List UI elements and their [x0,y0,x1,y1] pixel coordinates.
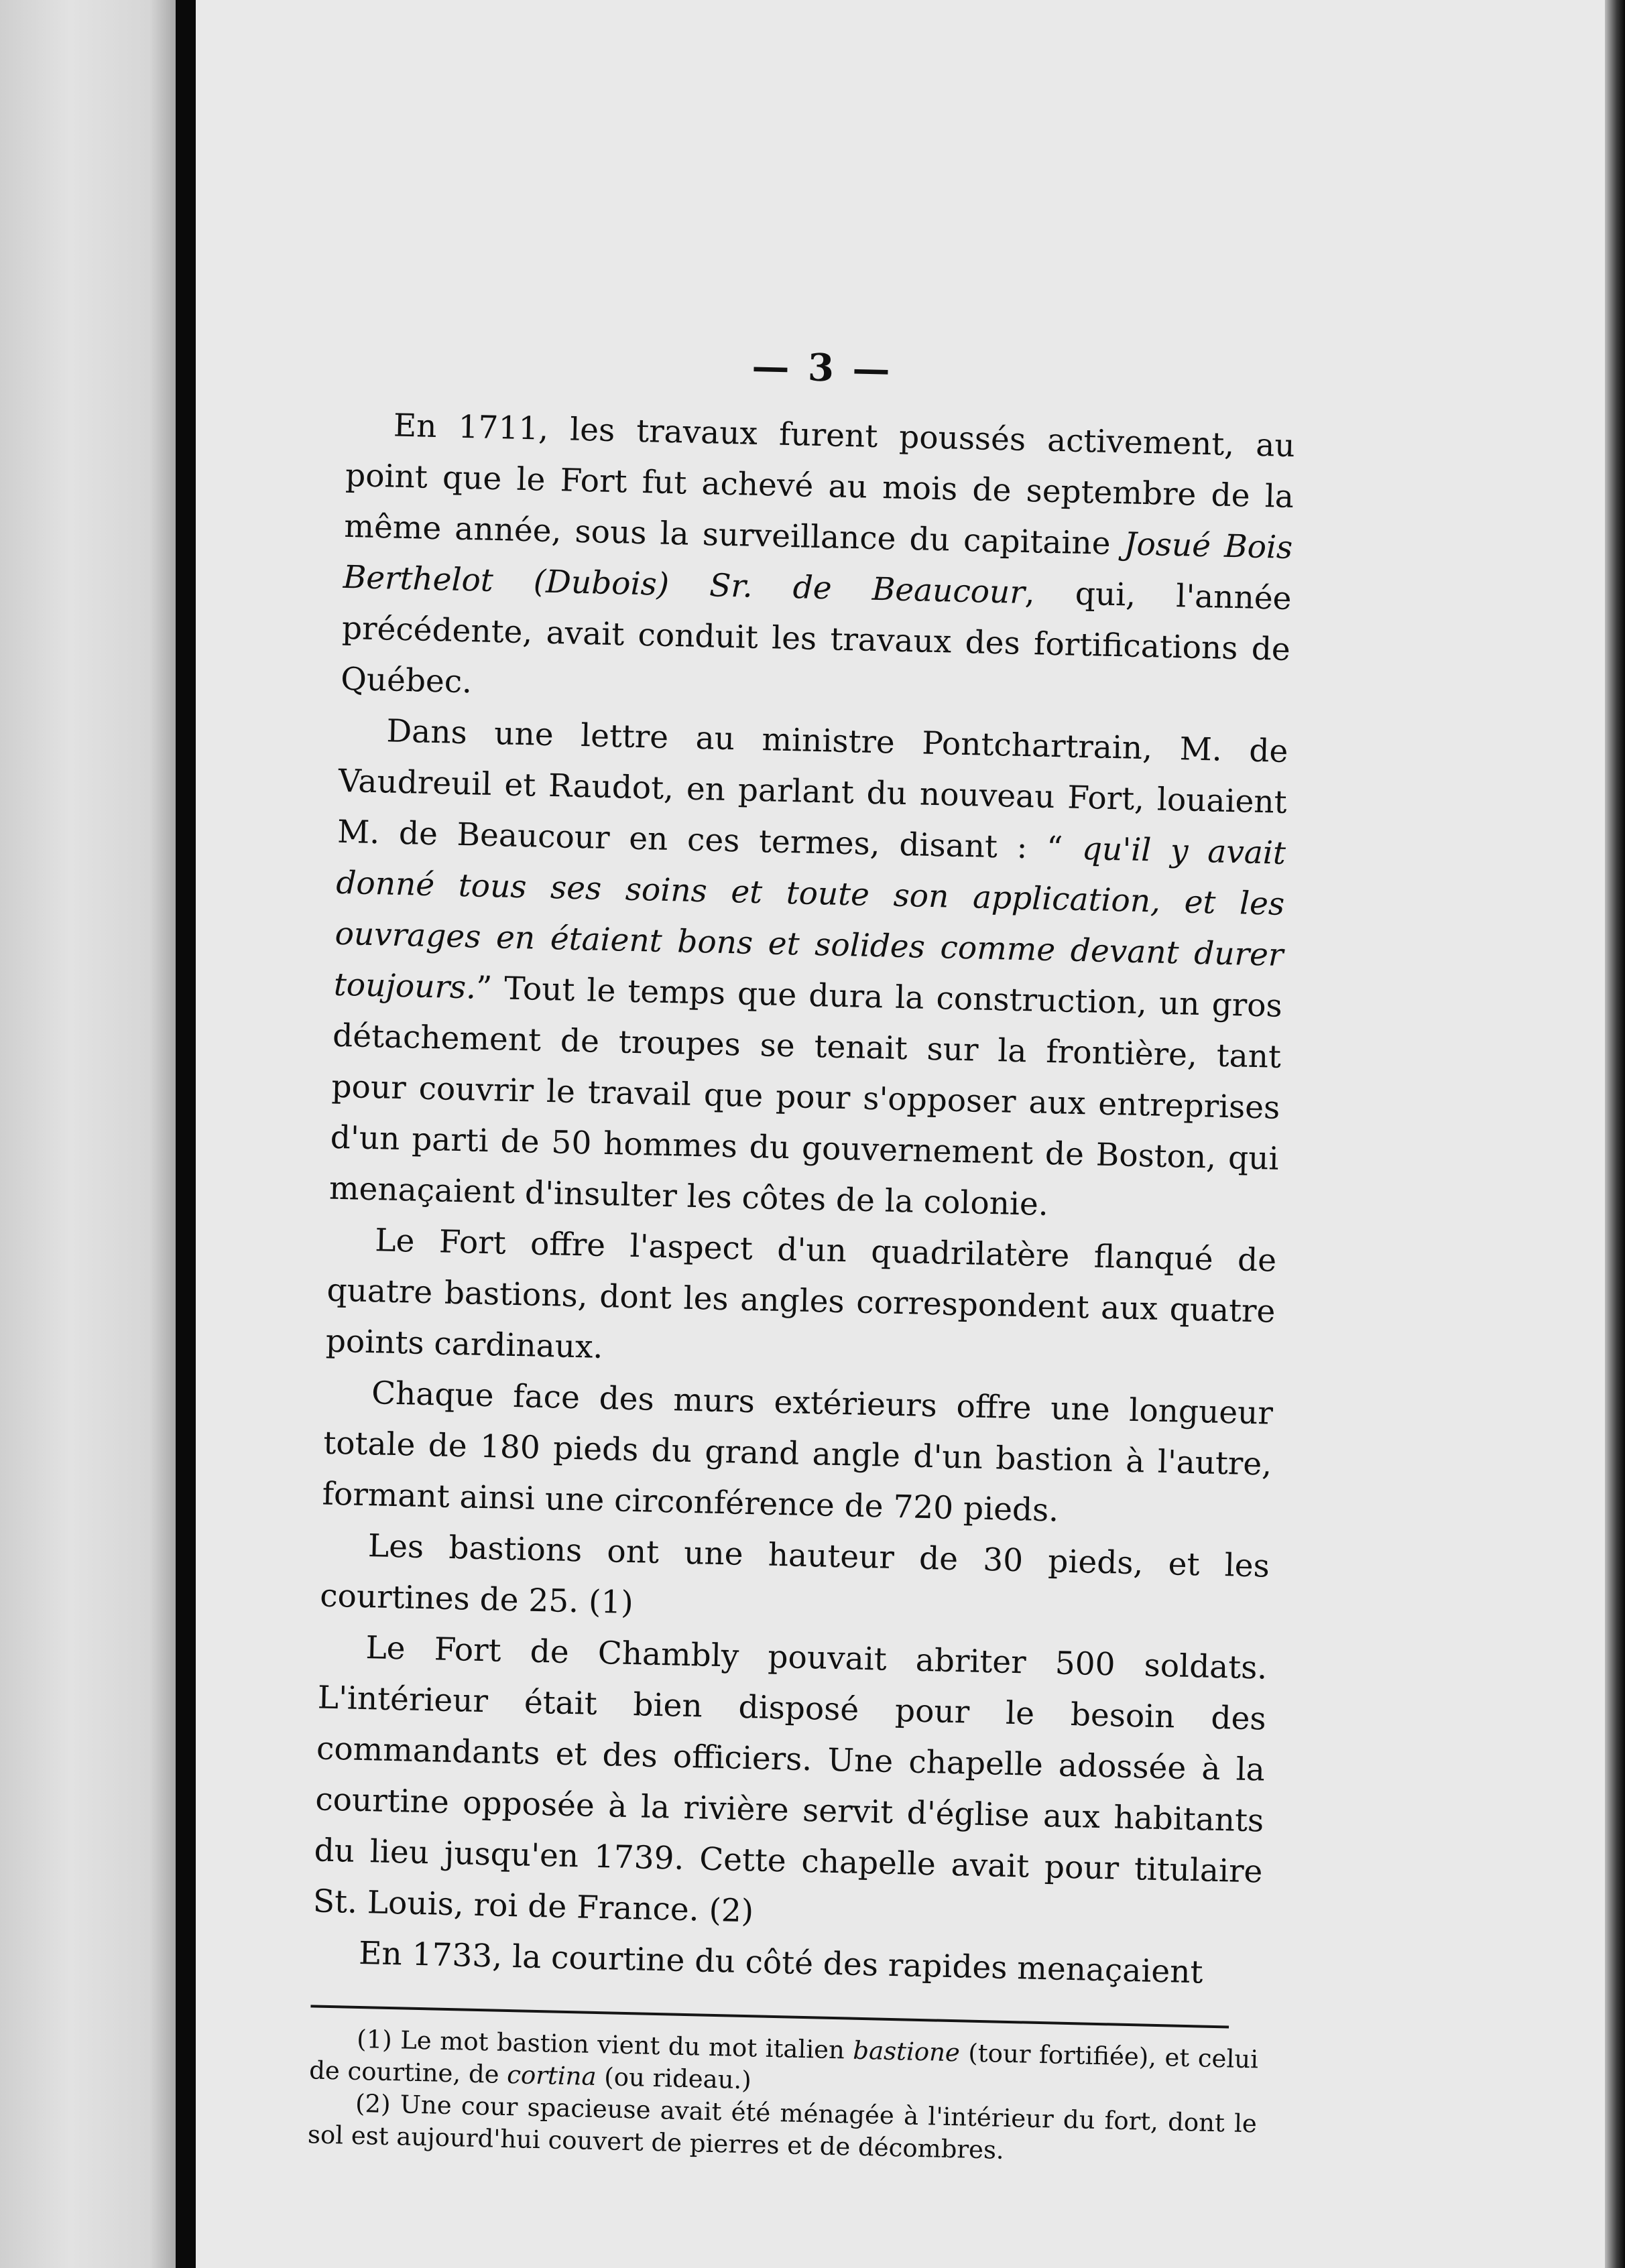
paragraph-4: Chaque face des murs extérieurs offre une longueur totale de 180 pieds du grand angle d'un bastion à l'autre, formant ainsi une circonférence de 720 pieds. [322,1375,1274,1529]
paragraph-2 [328,705,1288,1236]
page-number: — 3 — [751,344,894,392]
footnote-1-italic-word: bastione [852,2035,961,2068]
paragraph-5: Les bastions ont une hauteur de 30 pieds, et les courtines de 25. (1) [319,1527,1270,1622]
paragraph-3: Le Fort offre l'aspect d'un quadrilatère flanqué de quatre bastions, dont les angles correspondent aux quatre points cardinaux. [325,1222,1277,1366]
footnote-1-italic-word-2: cortina [506,2060,597,2092]
paragraph-1-italic-name: Josué Bois Berthelot (Dubois) Sr. de Beaucour [343,525,1293,611]
footnote-2: (2) Une cour spacieuse avait été ménagée à l'intérieur du fort, dont le sol est aujourd'hui couvert de pierres et de décombres. [307,2088,1258,2165]
paragraph-1 [340,399,1295,727]
footnote-1-text: (1) Le mot bastion vient du mot italien [356,2024,853,2065]
paragraph-2-italic-quote: qu'il y avait donné tous ses soins et toute son application, et les ouvrages en étaient bons et solides comme devant durer toujours. [333,830,1286,1007]
paragraph-1-text: En 1711, les travaux furent poussés activement, au point que le Fort fut achevé au mois de septembre de la même année, sous la surveillance du capitaine [343,407,1296,563]
facing-page-edge [0,0,176,2268]
paragraph-6: Le Fort de Chambly pouvait abriter 500 soldats. L'intérieur était bien disposé pour le besoin des commandants et des officiers. Une chapelle adossée à la courtine opposée à la rivière servit d'église aux habitants du lieu jusqu'en 1739. Cette chapelle avait pour titulaire St. Louis, roi de France. (2) [312,1629,1268,1930]
paragraph-1-text-end: , qui, l'année précédente, avait conduit les travaux des fortifications de Québec. [340,574,1292,701]
page-edge-shadow [1605,0,1625,2268]
paragraph-2-text: Dans une lettre au ministre Pontchartrain, M. de Vaudreuil et Raudot, en parlant du nouveau Fort, louaient M. de Beaucour en ces termes, disant : “ [337,712,1288,868]
page-text-block [308,335,1297,2172]
paragraph-7: En 1733, la courtine du côté des rapides menaçaient [358,1934,1203,1991]
footnote-1-text-mid: (tour fortifiée), et celui de courtine, de [308,2038,1259,2090]
book-gutter [176,0,196,2268]
paragraph-2-text-end: ” Tout le temps que dura la construction, un gros détachement de troupes se tenait sur la frontière, tant pour couvrir le travail que pour s'opposer aux entreprises d'un parti de 50 hommes du gouvernement de Boston, qui menaçaient d'insulter les côtes de la colonie. [328,969,1283,1224]
footnote-1-text-end: (ou rideau.) [596,2062,752,2095]
